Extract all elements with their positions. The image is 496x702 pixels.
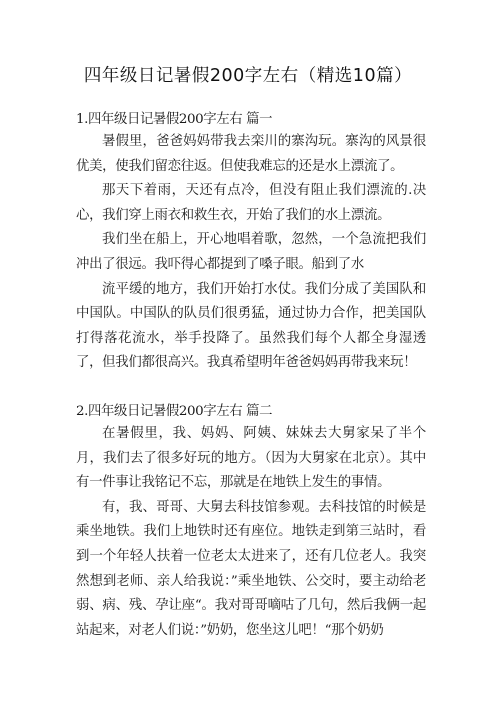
section-1 (76, 110, 426, 376)
section-heading: 1.四年级日记暑假200字左右 篇一 (76, 112, 273, 127)
paragraph: 有，我、哥哥、大舅去科技馆参观。去科技馆的时候是乘坐地铁。我们上地铁时还有座位。地铁走到第三站时，看到一个年轻人扶着一位老太太进来了，还有几位老人。我突然想到老师、亲人给我说：”乘坐地铁、公交时，要主动给老弱、病、残、孕让座“。我对哥哥嘀咕了几句，然后我俩一起站起来，对老人们说：”奶奶，您坐这儿吧！“那个奶奶 (76, 499, 426, 638)
paragraph: 暑假里，爸爸妈妈带我去栾川的寨沟玩。寨沟的风景很优美，使我们留恋往返。但使我难忘的还是水上漂流了。 (76, 134, 426, 174)
paragraph: 在暑假里，我、妈妈、阿姨、妹妹去大舅家呆了半个月，我们去了很多好玩的地方。（因为大舅家在北京）。其中有一件事让我铭记不忘，那就是在地铁上发生的事情。 (76, 425, 426, 491)
paragraph: 我们坐在船上，开心地唱着歌，忽然，一个急流把我们冲出了很远。我吓得心都提到了嗓子眼。船到了水 (76, 232, 426, 272)
document-body (76, 110, 426, 669)
section-2 (76, 402, 426, 643)
paragraph: 那天下着雨，天还有点冷，但没有阻止我们漂流的.决心，我们穿上雨衣和救生衣，开始了我们的水上漂流。 (76, 183, 426, 223)
section-heading: 2.四年级日记暑假200字左右 篇二 (76, 403, 273, 419)
paragraph: 流平缓的地方，我们开始打水仗。我们分成了美国队和中国队。中国队的队员们很勇猛，通过协力合作，把美国队打得落花流水，举手投降了。虽然我们每个人都全身湿透了，但我们都很高兴。我真希望明年爸爸妈妈再带我来玩！ (76, 281, 426, 371)
document-title: 四年级日记暑假200字左右（精选10篇） (83, 66, 413, 86)
